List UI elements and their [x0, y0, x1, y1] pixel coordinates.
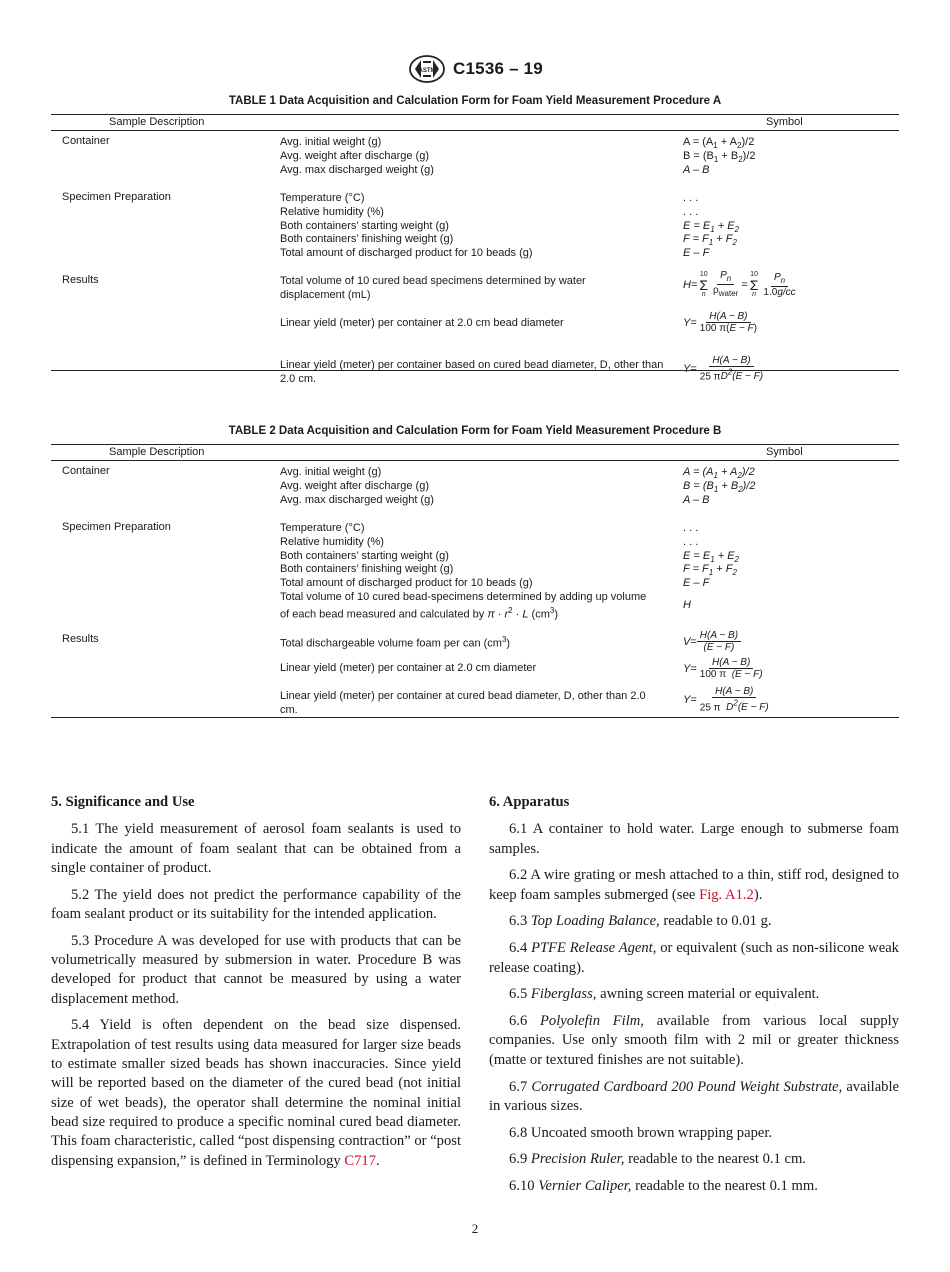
group-label: Results — [62, 274, 99, 286]
paragraph-5-4: 5.4 Yield is often dependent on the bead size dispensed. Extrapolation of test results using data measured for larger size beads to estimate smaller sized beads has shown inaccuracies. Since yield will be reported based on the diameter of the cured bead (not initial size of wet beads), the operator shall determine the nominal initial bead size required to produce a specific nominal cured bead diameter. This foam characteristic, called “post dispensing contraction” or “post dispensing expansion,” is defined in Terminology C717. — [51, 1017, 461, 1169]
group-label: Container — [62, 465, 110, 477]
table-1-body — [51, 131, 899, 385]
table-row: Avg. initial weight (g) $A = (A_1 + A_2)/2$ — [51, 465, 899, 479]
symbol-cell: Y = $\frac{H(A - B)}{25 \pi D^2(E - F)}$ — [683, 686, 769, 714]
apparatus-item: 6.4 PTFE Release Agent, or equivalent (such as non-silicone weak release coating). — [489, 940, 899, 976]
apparatus-item: 6.9 Precision Ruler, readable to the nearest 0.1 cm. — [509, 1151, 806, 1168]
symbol-cell: $B = (B_1 + B_2)/2$ — [683, 149, 756, 164]
symbol-cell: H — [683, 598, 691, 611]
symbol-cell: $F = F_1 + F_2$ — [683, 233, 737, 248]
paragraph-5-3: 5.3 Procedure A was developed for use with products that can be volumetrically measured by submersion in water. Procedure B was developed for product that cannot be measured by using a water displacement method. — [51, 932, 461, 1007]
symbol-cell: $E = E_1 + E_2$ — [683, 219, 739, 234]
group-label: Container — [62, 135, 110, 147]
astm-logo-text: ASTM — [418, 68, 436, 74]
table-row: Both containers’ finishing weight (g) $F = F_1 + F_2$ — [51, 232, 899, 246]
col-symbol: Symbol — [766, 116, 803, 128]
table-row-group — [51, 191, 899, 260]
standard-designation: C1536 – 19 — [453, 59, 543, 78]
symbol-cell: $E = E_1 + E_2$ — [683, 549, 739, 564]
table-row-group — [51, 465, 899, 506]
table-row: Temperature (°C) . . . — [280, 522, 699, 534]
symbol-cell: $B = (B_1 + B_2)/2$ — [683, 479, 756, 494]
table-row: Linear yield (meter) per container based on cured bead diameter, D, other than 2.0 cm. Y = $\frac{H(A - B)}{25 \pi D^2(E - F)}$ — [51, 358, 899, 372]
apparatus-item: 6.3 Top Loading Balance, readable to 0.01 g. — [509, 913, 772, 930]
paragraph-5-2: 5.2 The yield does not predict the performance capability of the foam sealant product or its suitability for the intended application. — [51, 886, 461, 922]
group-label: Specimen Preparation — [62, 521, 171, 533]
table-row: Avg. max discharged weight (g) A – B — [280, 163, 710, 176]
group-label: Results — [62, 633, 99, 645]
table-2-header-row — [51, 444, 899, 461]
table-row-group — [51, 135, 899, 176]
table-row: Both containers’ starting weight (g) $E = E_1 + E_2$ — [51, 549, 899, 563]
apparatus-item: 6.6 Polyolefin Film, available from various local supply companies. Use only smooth film with 2 mil or greater thickness (matte or textured finishes are not suitable). — [489, 1013, 900, 1068]
table-row: Relative humidity (%) . . . — [280, 535, 699, 548]
apparatus-item: 6.7 Corrugated Cardboard 200 Pound Weight Substrate, available in various sizes. — [489, 1078, 899, 1114]
table-1-header-row — [51, 114, 899, 131]
table-row: Avg. weight after discharge (g) $B = (B_1 + B_2)/2$ — [51, 149, 899, 163]
symbol-cell: $A = (A_1 + A_2)/2$ — [683, 136, 755, 151]
symbol-cell: $F = F_1 + F_2$ — [683, 563, 737, 578]
section-5-heading: 5. Significance and Use — [51, 794, 195, 810]
apparatus-item: 6.10 Vernier Caliper, readable to the nearest 0.1 mm. — [509, 1178, 818, 1195]
table-row: Total volume of 10 cured bead specimens determined by water displacement (mL) H = 10 Σ n $\frac{P_n}{\rho_{water}}$ = 10 Σ n $\frac{P_n}{1.0g/cc}$ — [51, 274, 899, 316]
apparatus-item: 6.8 Uncoated smooth brown wrapping paper. — [509, 1124, 773, 1141]
symbol-cell: E – F — [683, 577, 710, 590]
paragraph-5-1: 5.1 The yield measurement of aerosol foam sealants is used to indicate the amount of foam sealant that can be obtained from a single container of product. — [51, 821, 461, 876]
table-row: Temperature (°C) . . . — [280, 192, 699, 204]
table-row: Linear yield (meter) per container at 2.0 cm bead diameter Y = $\frac{H(A - B)}{100 \pi(E - F)}$ — [51, 316, 899, 358]
bead-volume-description: Total volume of 10 cured bead-specimens determined by adding up volume of each bead measured and calculated by $\pi \cdot r^2 \cdot L$ $(cm^3)$ — [280, 590, 647, 621]
table-row: Linear yield (meter) per container at cured bead diameter, D, other than 2.0 cm. Y = $\frac{H(A - B)}{25 \pi D^2(E - F)}$ — [51, 689, 899, 703]
symbol-cell: V = $\frac{H(A - B)}{(E - F)}$ — [683, 630, 741, 653]
table-row: Linear yield (meter) per container at 2.0 cm diameter Y = $\frac{H(A - B)}{100 \pi (E - F)}$ — [51, 661, 899, 689]
section-5 — [51, 793, 461, 1178]
symbol-cell: . . . — [683, 522, 699, 534]
symbol-cell: H = 10 Σ n $\frac{P_n}{\rho_{water}}$ = 10 Σ n $\frac{P_n}{1.0g/cc}$ — [683, 270, 796, 298]
symbol-cell: A – B — [683, 163, 710, 176]
col-symbol: Symbol — [766, 446, 803, 458]
table-2-body — [51, 461, 899, 718]
figure-link[interactable]: Fig. A1.2 — [699, 886, 754, 903]
table-row: Avg. weight after discharge (g) $B = (B_1 + B_2)/2$ — [51, 479, 899, 493]
terminology-link[interactable]: C717 — [344, 1152, 377, 1169]
page-number: 2 — [471, 1221, 479, 1236]
table-row — [51, 630, 899, 661]
table-row — [51, 590, 899, 620]
table-row-group — [51, 521, 899, 620]
table-row: Relative humidity (%) . . . — [280, 205, 699, 218]
table-1 — [51, 95, 899, 385]
symbol-cell: $A = (A_1 + A_2)/2$ — [683, 466, 755, 481]
apparatus-item: 6.2 A wire grating or mesh attached to a thin, stiff rod, designed to keep foam samples submerged (see Fig. A1.2). — [489, 867, 899, 903]
symbol-cell: Y = $\frac{H(A - B)}{25 \pi D^2(E - F)}$ — [683, 355, 764, 383]
symbol-cell: E – F — [683, 247, 710, 260]
table-row-group — [51, 270, 899, 385]
table-row-group — [51, 630, 899, 716]
dischargeable-volume-description: Total dischargeable volume foam per can $(cm^3)$ — [280, 635, 511, 650]
section-6-heading: 6. Apparatus — [489, 794, 570, 810]
table-2-caption: TABLE 2 Data Acquisition and Calculation Form for Foam Yield Measurement Procedure B — [228, 425, 722, 437]
table-row: Both containers’ finishing weight (g) $F = F_1 + F_2$ — [51, 562, 899, 576]
group-label: Specimen Preparation — [62, 191, 171, 203]
table-row: Total amount of discharged product for 10 beads (g) E – F — [280, 577, 710, 590]
table-1-caption: TABLE 1 Data Acquisition and Calculation Form for Foam Yield Measurement Procedure A — [228, 95, 722, 107]
section-6 — [489, 793, 899, 1204]
symbol-cell: Y = $\frac{H(A - B)}{100 \pi(E - F)}$ — [683, 311, 758, 334]
page-header — [0, 52, 950, 86]
apparatus-item: 6.5 Fiberglass, awning screen material or equivalent. — [509, 986, 820, 1003]
symbol-cell: Y = $\frac{H(A - B)}{100 \pi (E - F)}$ — [683, 657, 763, 680]
table-row: Total amount of discharged product for 10 beads (g) E – F — [280, 247, 710, 260]
table-row: Both containers’ starting weight (g) $E = E_1 + E_2$ — [51, 219, 899, 233]
table-row: Avg. max discharged weight (g) A – B — [280, 493, 710, 506]
table-2 — [51, 425, 899, 718]
table-row: Avg. initial weight (g) $A = (A_1 + A_2)/2$ — [51, 135, 899, 149]
col-sample-description: Sample Description — [109, 446, 205, 458]
astm-logo-icon — [407, 54, 447, 84]
symbol-cell: . . . — [683, 205, 699, 218]
col-sample-description: Sample Description — [109, 116, 205, 128]
apparatus-item: 6.1 A container to hold water. Large enough to submerse foam samples. — [489, 821, 900, 857]
symbol-cell: . . . — [683, 535, 699, 548]
symbol-cell: . . . — [683, 192, 699, 204]
symbol-cell: A – B — [683, 493, 710, 506]
